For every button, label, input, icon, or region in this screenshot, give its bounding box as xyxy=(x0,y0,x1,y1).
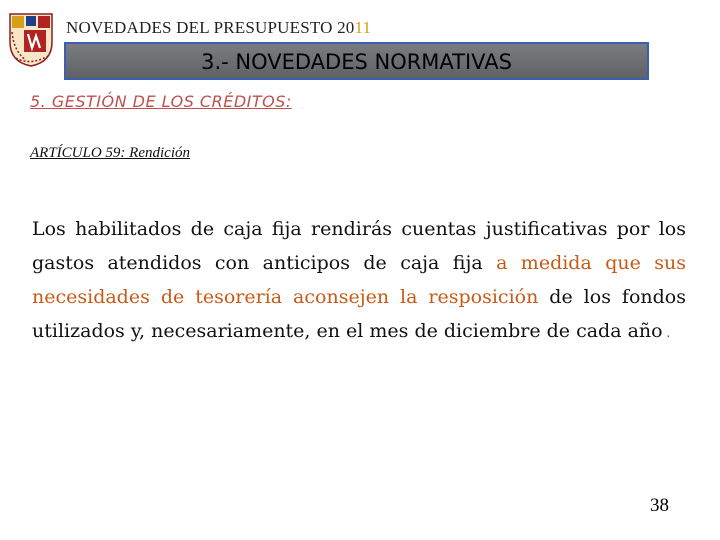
logo-icon xyxy=(4,12,58,68)
banner-title: 3.- NOVEDADES NORMATIVAS xyxy=(201,50,512,74)
header-year-highlight: 11 xyxy=(354,18,372,37)
article-title: ARTÍCULO 59: Rendición xyxy=(30,145,190,161)
section-heading: 5. GESTIÓN DE LOS CRÉDITOS: xyxy=(30,92,292,111)
page-number: 38 xyxy=(650,495,669,516)
university-seal-logo xyxy=(4,12,58,68)
body-paragraph xyxy=(32,212,686,350)
section-banner xyxy=(64,42,649,80)
body-text-part2: de los fondos utilizados y, necesariamente, en el mes de diciembre de cada año xyxy=(32,286,686,342)
body-highlight: a medida que sus necesidades de tesorería aconsejen la resposición xyxy=(32,252,686,308)
body-text-part1: Los habilitados de caja fija rendirás cuentas justificativas por los gastos atendidos con anticipos de caja fija xyxy=(32,218,686,274)
presentation-header-title: NOVEDADES DEL PRESUPUESTO 2011 xyxy=(66,18,372,37)
body-end-mark: . xyxy=(662,326,671,340)
